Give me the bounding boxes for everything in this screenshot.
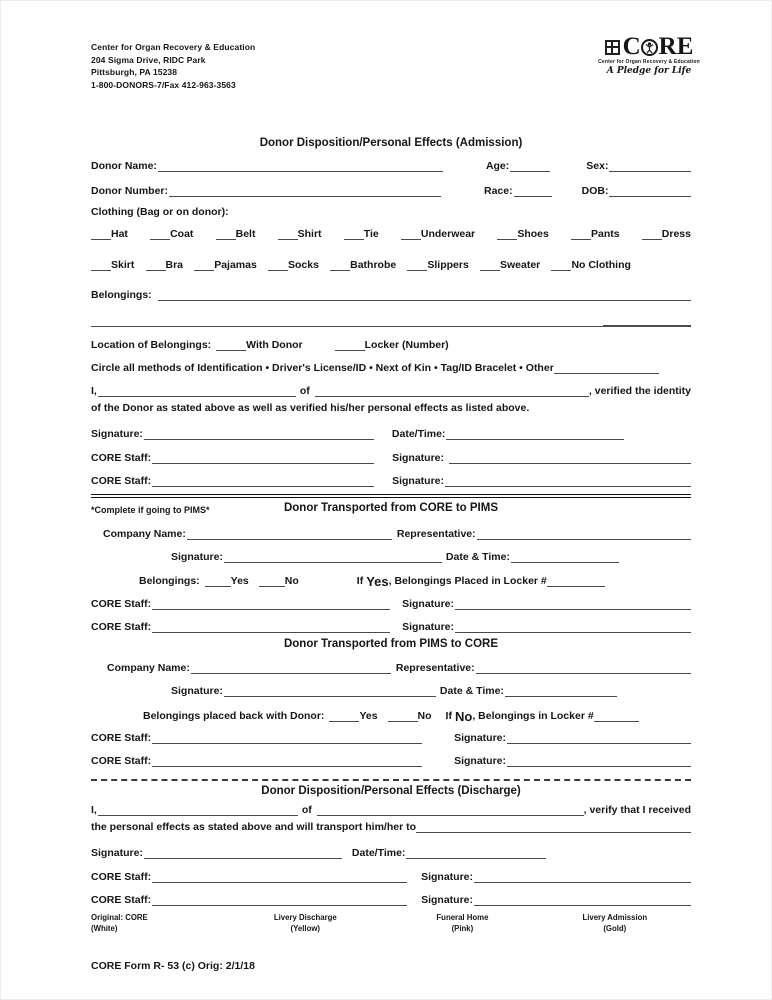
verifier-name-blank <box>98 386 296 397</box>
logo-subtext: Center for Organ Recovery & Education <box>598 59 700 65</box>
signature-label: Signature: <box>402 598 455 610</box>
admission-signature-row <box>91 428 691 440</box>
logo-tagline: A Pledge for Life <box>606 66 692 76</box>
belongings-blank <box>158 290 691 301</box>
clothing-item: Sweater <box>480 259 540 271</box>
no-blank <box>388 711 418 722</box>
admission-title: Donor Disposition/Personal Effects (Admission) <box>259 137 523 149</box>
belongings-label: Belongings: <box>139 575 200 587</box>
datetime-blank <box>406 848 546 859</box>
of-label: of <box>299 385 310 397</box>
clothing-item: Coat <box>150 228 193 240</box>
sex-label: Sex: <box>586 160 609 172</box>
admission-staff-row-1 <box>91 452 691 464</box>
i-label: I, <box>91 385 97 397</box>
belongings-label: Belongings: <box>91 289 152 301</box>
discharge-separator <box>91 779 691 781</box>
checkbox-blank <box>194 260 214 271</box>
locker-label: Locker (Number) <box>364 339 449 351</box>
representative-blank <box>477 529 691 540</box>
datetime-label: Date/Time: <box>351 847 406 859</box>
core-staff-label: CORE Staff: <box>91 621 152 633</box>
signature-blank <box>507 733 691 744</box>
core-to-pims-header <box>91 502 691 518</box>
yes-blank <box>329 711 359 722</box>
clothing-item: Shoes <box>497 228 549 240</box>
pims-to-core-title: Donor Transported from PIMS to CORE <box>283 638 499 650</box>
company-label: Company Name: <box>107 662 190 674</box>
dob-label: DOB: <box>581 185 609 197</box>
pims-note: *Complete if going to PIMS* <box>91 505 210 515</box>
checkbox-blank <box>330 260 350 271</box>
clothing-item: Dress <box>642 228 691 240</box>
discharge-signature-row <box>91 847 691 859</box>
clothing-item: Underwear <box>401 228 475 240</box>
signature-label: Signature: <box>454 755 507 767</box>
age-blank <box>510 161 550 172</box>
checkbox-blank <box>268 260 288 271</box>
clothing-item: Shirt <box>278 228 322 240</box>
no-emphasis: No <box>454 709 473 724</box>
signature-label: Signature: <box>91 428 143 440</box>
clothing-item: Hat <box>91 228 128 240</box>
signature-blank <box>474 872 691 883</box>
belongings-row <box>91 289 691 301</box>
checkbox-blank <box>146 260 166 271</box>
donor-number-blank <box>169 186 441 197</box>
verify-tail: , verify that I received <box>583 804 691 816</box>
discharge-line2-row <box>91 821 691 833</box>
discharge-staff-row-1 <box>91 871 691 883</box>
yes-label: Yes <box>230 575 249 587</box>
core-staff-blank <box>152 895 407 906</box>
yes-emphasis: Yes <box>366 574 389 589</box>
signature-blank <box>474 895 691 906</box>
locker-number-blank <box>547 576 605 587</box>
signature-label: Signature: <box>171 551 223 563</box>
yes-label: Yes <box>359 710 378 722</box>
core-to-pims-title: Donor Transported from CORE to PIMS <box>283 502 499 514</box>
donor-number-label: Donor Number: <box>91 185 168 197</box>
checkbox-blank <box>407 260 427 271</box>
location-label: Location of Belongings: <box>91 339 212 351</box>
clothing-item: No Clothing <box>551 259 630 271</box>
org-phone: 1-800-DONORS-7/Fax 412-963-3563 <box>91 79 236 90</box>
checkbox-blank <box>216 229 236 240</box>
belongings-row-2 <box>91 316 691 327</box>
signature-blank <box>507 756 691 767</box>
org-city: Pittsburgh, PA 15238 <box>91 67 178 77</box>
yes-blank <box>205 576 231 587</box>
identification-text: Circle all methods of Identification • Driver's License/ID • Next of Kin • Tag/ID Bracelet • Other <box>91 362 554 374</box>
company-blank <box>191 663 391 674</box>
checkbox-blank <box>401 229 421 240</box>
receiver-name-blank <box>98 805 298 816</box>
discharge-verify-row <box>91 804 691 816</box>
core-staff-label: CORE Staff: <box>91 452 152 464</box>
core-staff-label: CORE Staff: <box>91 598 152 610</box>
locker-blank <box>335 340 365 351</box>
clothing-item: Slippers <box>407 259 468 271</box>
ctp-staff-row-2 <box>91 621 691 633</box>
core-logo <box>589 33 709 76</box>
core-staff-blank <box>152 599 390 610</box>
core-staff-label: CORE Staff: <box>91 755 152 767</box>
core-staff-blank <box>152 872 407 883</box>
signature-label: Signature: <box>421 871 474 883</box>
ptc-staff-row-1 <box>91 732 691 744</box>
of-label: of <box>301 804 312 816</box>
signature-label: Signature: <box>392 452 445 464</box>
clothing-row-2 <box>91 259 631 271</box>
checkbox-blank <box>91 260 111 271</box>
copy-livery-discharge: Livery Discharge (Yellow) <box>273 913 337 933</box>
sex-blank <box>609 161 691 172</box>
header <box>91 33 700 111</box>
signature-label: Signature: <box>402 621 455 633</box>
ptc-company-row <box>107 662 691 674</box>
date-time-blank <box>505 686 617 697</box>
donor-name-label: Donor Name: <box>91 160 157 172</box>
no-label: No <box>417 710 432 722</box>
clothing-label: Clothing (Bag or on donor): <box>91 206 229 218</box>
ptc-signature-row <box>171 685 691 697</box>
company-label: Company Name: <box>103 528 186 540</box>
ptc-staff-row-2 <box>91 755 691 767</box>
donor-number-row <box>91 185 691 197</box>
clothing-item: Skirt <box>91 259 134 271</box>
identification-row <box>91 362 691 374</box>
logo-person-in-o-icon <box>641 39 658 56</box>
date-time-label: Date & Time: <box>445 551 510 563</box>
race-label: Race: <box>484 185 513 197</box>
signature-blank <box>224 686 436 697</box>
core-staff-blank <box>152 756 422 767</box>
checkbox-blank <box>344 229 364 240</box>
core-grid-icon <box>605 40 620 55</box>
discharge-line2-text: the personal effects as stated above and will transport him/her to <box>91 821 416 833</box>
signature-label: Signature: <box>171 685 223 697</box>
receiver-org-blank <box>317 805 584 816</box>
copy-livery-admission: Livery Admission (Gold) <box>582 913 648 933</box>
org-name: Center for Organ Recovery & Education <box>91 42 256 52</box>
core-staff-label: CORE Staff: <box>91 894 152 906</box>
if-yes-rest: , Belongings Placed in Locker # <box>388 575 547 587</box>
with-donor-blank <box>216 340 246 351</box>
belongings-blank-2-end <box>603 316 691 327</box>
verified-tail: , verified the identity <box>588 385 691 397</box>
ptc-belongings-row <box>143 710 691 722</box>
ctp-signature-row <box>171 551 691 563</box>
form-number: CORE Form R- 53 (c) Orig: 2/1/18 <box>91 960 255 972</box>
race-blank <box>514 186 552 197</box>
no-label: No <box>284 575 299 587</box>
copy-original: Original: CORE (White) <box>91 913 148 933</box>
i-label: I, <box>91 804 97 816</box>
datetime-blank <box>446 429 624 440</box>
checkbox-blank <box>551 260 571 271</box>
with-donor-label: With Donor <box>246 339 303 351</box>
signature-blank <box>455 622 691 633</box>
discharge-staff-row-2 <box>91 894 691 906</box>
checkbox-blank <box>571 229 591 240</box>
clothing-item: Belt <box>216 228 256 240</box>
core-staff-label: CORE Staff: <box>91 732 152 744</box>
date-time-blank <box>511 552 619 563</box>
donor-name-row <box>91 160 691 172</box>
representative-label: Representative: <box>396 528 476 540</box>
checkbox-blank <box>150 229 170 240</box>
logo-letters-re: RE <box>658 33 694 60</box>
clothing-item: Socks <box>268 259 319 271</box>
checkbox-blank <box>642 229 662 240</box>
clothing-label-row <box>91 206 691 218</box>
clothing-item: Pajamas <box>194 259 257 271</box>
checkbox-blank <box>278 229 298 240</box>
location-row <box>91 339 691 351</box>
transport-destination-blank <box>416 822 691 833</box>
belongings-blank-2 <box>91 316 603 327</box>
signature-blank <box>224 552 442 563</box>
company-blank <box>187 529 392 540</box>
verify-identity-line2 <box>91 402 691 414</box>
copy-funeral-home: Funeral Home (Pink) <box>436 913 489 933</box>
section-separator <box>91 494 691 498</box>
core-logo-word <box>622 33 694 60</box>
age-label: Age: <box>485 160 510 172</box>
org-street: 204 Sigma Drive, RIDC Park <box>91 54 206 65</box>
dob-blank <box>609 186 691 197</box>
ctp-company-row <box>103 528 691 540</box>
core-staff-blank <box>152 733 422 744</box>
representative-blank <box>476 663 691 674</box>
ctp-staff-row-1 <box>91 598 691 610</box>
core-staff-label: CORE Staff: <box>91 871 152 883</box>
if-label: If <box>445 710 452 722</box>
clothing-item: Bra <box>146 259 184 271</box>
if-no-rest: , Belongings in Locker # <box>472 710 594 722</box>
datetime-label: Date/Time: <box>391 428 446 440</box>
signature-blank <box>455 599 691 610</box>
signature-blank <box>144 429 374 440</box>
signature-blank <box>449 453 691 464</box>
if-label: If <box>356 575 364 587</box>
verified-line2-text: of the Donor as stated above as well as verified his/her personal effects as listed above. <box>91 402 530 414</box>
date-time-label: Date & Time: <box>439 685 504 697</box>
checkbox-blank <box>497 229 517 240</box>
signature-blank <box>144 848 342 859</box>
core-staff-label: CORE Staff: <box>91 475 152 487</box>
clothing-item: Pants <box>571 228 620 240</box>
ctp-belongings-row <box>139 575 691 587</box>
checkbox-blank <box>480 260 500 271</box>
core-staff-blank <box>152 453 374 464</box>
copy-distribution-row <box>91 912 691 934</box>
identification-other-blank <box>554 363 659 374</box>
signature-blank <box>445 476 691 487</box>
clothing-row-1 <box>91 228 691 240</box>
verifier-org-blank <box>315 386 589 397</box>
signature-label: Signature: <box>392 475 445 487</box>
clothing-item: Tie <box>344 228 379 240</box>
core-staff-blank <box>152 476 374 487</box>
admission-staff-row-2 <box>91 475 691 487</box>
no-blank <box>259 576 285 587</box>
signature-label: Signature: <box>454 732 507 744</box>
verify-identity-row <box>91 385 691 397</box>
signature-label: Signature: <box>421 894 474 906</box>
belongings-back-label: Belongings placed back with Donor: <box>143 710 325 722</box>
discharge-title: Donor Disposition/Personal Effects (Discharge) <box>261 785 521 797</box>
signature-label: Signature: <box>91 847 143 859</box>
representative-label: Representative: <box>395 662 475 674</box>
logo-letter-c: C <box>622 33 641 60</box>
core-staff-blank <box>152 622 390 633</box>
locker-number-blank <box>594 711 639 722</box>
clothing-item: Bathrobe <box>330 259 396 271</box>
checkbox-blank <box>91 229 111 240</box>
donor-name-blank <box>158 161 443 172</box>
